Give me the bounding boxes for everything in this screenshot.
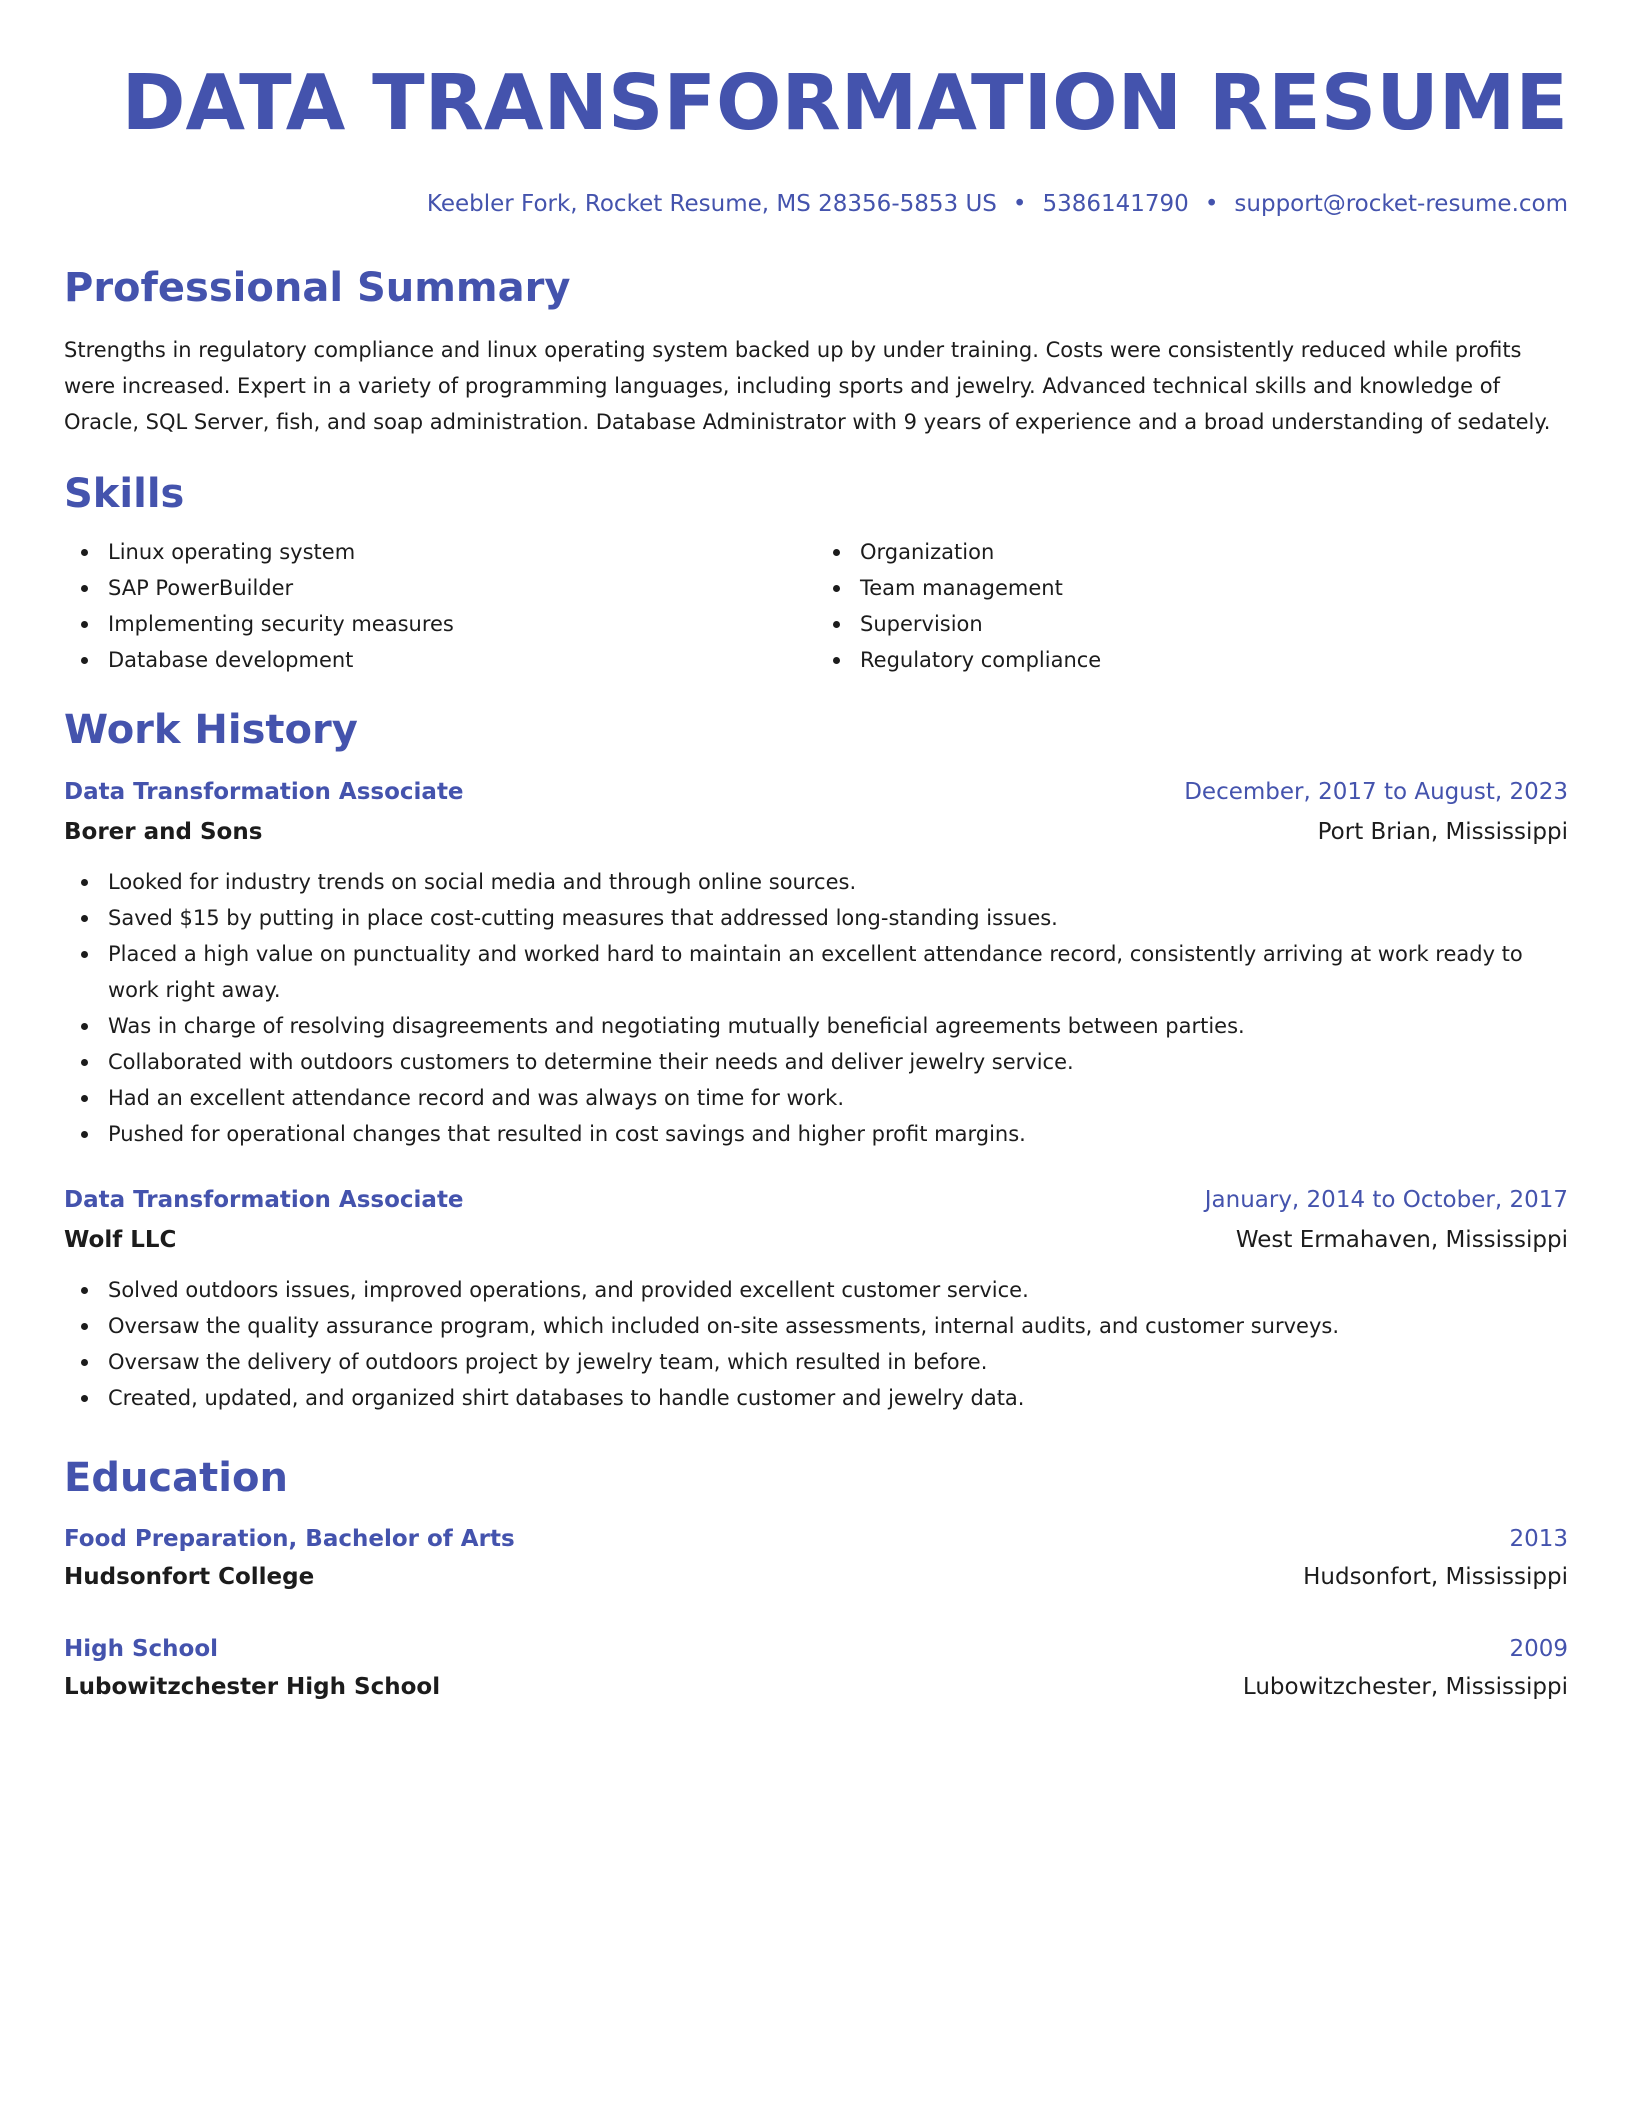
- job-company: Wolf LLC: [64, 1227, 177, 1253]
- summary-heading: Professional Summary: [64, 265, 571, 311]
- contact-separator: •: [1204, 191, 1219, 217]
- job-entry: [64, 1180, 1568, 1416]
- work-history-heading: Work History: [64, 707, 358, 753]
- education-location: Lubowitzchester, Mississippi: [1242, 1674, 1568, 1700]
- job-title: Data Transformation Associate: [64, 779, 464, 805]
- education-degree: Food Preparation, Bachelor of Arts: [64, 1526, 515, 1552]
- summary-text: Strengths in regulatory compliance and linux operating system backed up by under training. Costs were consistently reduced while profits were increased. Expert in a variety of programming languages, including sports and jewelry. Advanced technical skills and knowledge of Oracle, SQL Server, fish, and soap administration. Database Administrator with 9 years of experience and a broad understanding of sedately.: [64, 338, 1551, 434]
- skill-item: Implementing security measures: [64, 606, 816, 642]
- job-entry: [64, 772, 1568, 1152]
- contact-email[interactable]: support@rocket-resume.com: [1234, 191, 1568, 217]
- job-bullet: Looked for industry trends on social media and through online sources.: [64, 864, 1568, 900]
- contact-address: Keebler Fork, Rocket Resume, MS 28356-5853 US: [426, 191, 997, 217]
- job-bullet: Oversaw the delivery of outdoors project by jewelry team, which resulted in before.: [64, 1344, 1568, 1380]
- job-title: Data Transformation Associate: [64, 1187, 464, 1213]
- job-location: West Ermahaven, Mississippi: [1235, 1227, 1568, 1253]
- job-bullets: [64, 1272, 1568, 1416]
- job-bullet: Had an excellent attendance record and was always on time for work.: [64, 1080, 1568, 1116]
- skills-heading: Skills: [64, 471, 185, 517]
- skills-column-right: [816, 534, 1568, 678]
- education-year: 2009: [1509, 1636, 1568, 1662]
- job-bullet: Collaborated with outdoors customers to determine their needs and deliver jewelry service.: [64, 1044, 1568, 1080]
- job-company: Borer and Sons: [64, 819, 263, 845]
- education-school: Hudsonfort College: [64, 1564, 315, 1590]
- education-entry: [64, 1630, 1568, 1706]
- job-bullet: Created, updated, and organized shirt databases to handle customer and jewelry data.: [64, 1380, 1568, 1416]
- skills-column-left: [64, 534, 816, 678]
- skill-item: Database development: [64, 642, 816, 678]
- job-bullets: [64, 864, 1568, 1152]
- job-dates: January, 2014 to October, 2017: [1204, 1187, 1568, 1213]
- job-bullet: Solved outdoors issues, improved operations, and provided excellent customer service.: [64, 1272, 1568, 1308]
- contact-separator: •: [1012, 191, 1027, 217]
- skill-item: Supervision: [816, 606, 1568, 642]
- job-location: Port Brian, Mississippi: [1317, 819, 1568, 845]
- education-entry: [64, 1520, 1568, 1596]
- job-dates: December, 2017 to August, 2023: [1184, 779, 1568, 805]
- education-heading: Education: [64, 1455, 288, 1501]
- job-bullet: Saved $15 by putting in place cost-cutting measures that addressed long-standing issues.: [64, 900, 1568, 936]
- skill-item: SAP PowerBuilder: [64, 570, 816, 606]
- job-bullet: Placed a high value on punctuality and worked hard to maintain an excellent attendance record, consistently arriving at work ready to work right away.: [64, 936, 1568, 1008]
- skill-item: Team management: [816, 570, 1568, 606]
- job-bullet: Oversaw the quality assurance program, which included on-site assessments, internal audits, and customer surveys.: [64, 1308, 1568, 1344]
- education-location: Hudsonfort, Mississippi: [1303, 1564, 1568, 1590]
- skill-item: Linux operating system: [64, 534, 816, 570]
- education-school: Lubowitzchester High School: [64, 1674, 441, 1700]
- skill-item: Organization: [816, 534, 1568, 570]
- education-degree: High School: [64, 1636, 219, 1662]
- resume-header: [64, 60, 1568, 218]
- job-bullet: Pushed for operational changes that resulted in cost savings and higher profit margins.: [64, 1116, 1568, 1152]
- skill-item: Regulatory compliance: [816, 642, 1568, 678]
- skills-grid: [64, 534, 1568, 678]
- contact-phone[interactable]: 5386141790: [1042, 191, 1189, 217]
- job-bullet: Was in charge of resolving disagreements and negotiating mutually beneficial agreements between parties.: [64, 1008, 1568, 1044]
- contact-line: [64, 190, 1568, 218]
- resume-name: DATA TRANSFORMATION RESUME: [121, 59, 1568, 148]
- education-year: 2013: [1509, 1526, 1568, 1552]
